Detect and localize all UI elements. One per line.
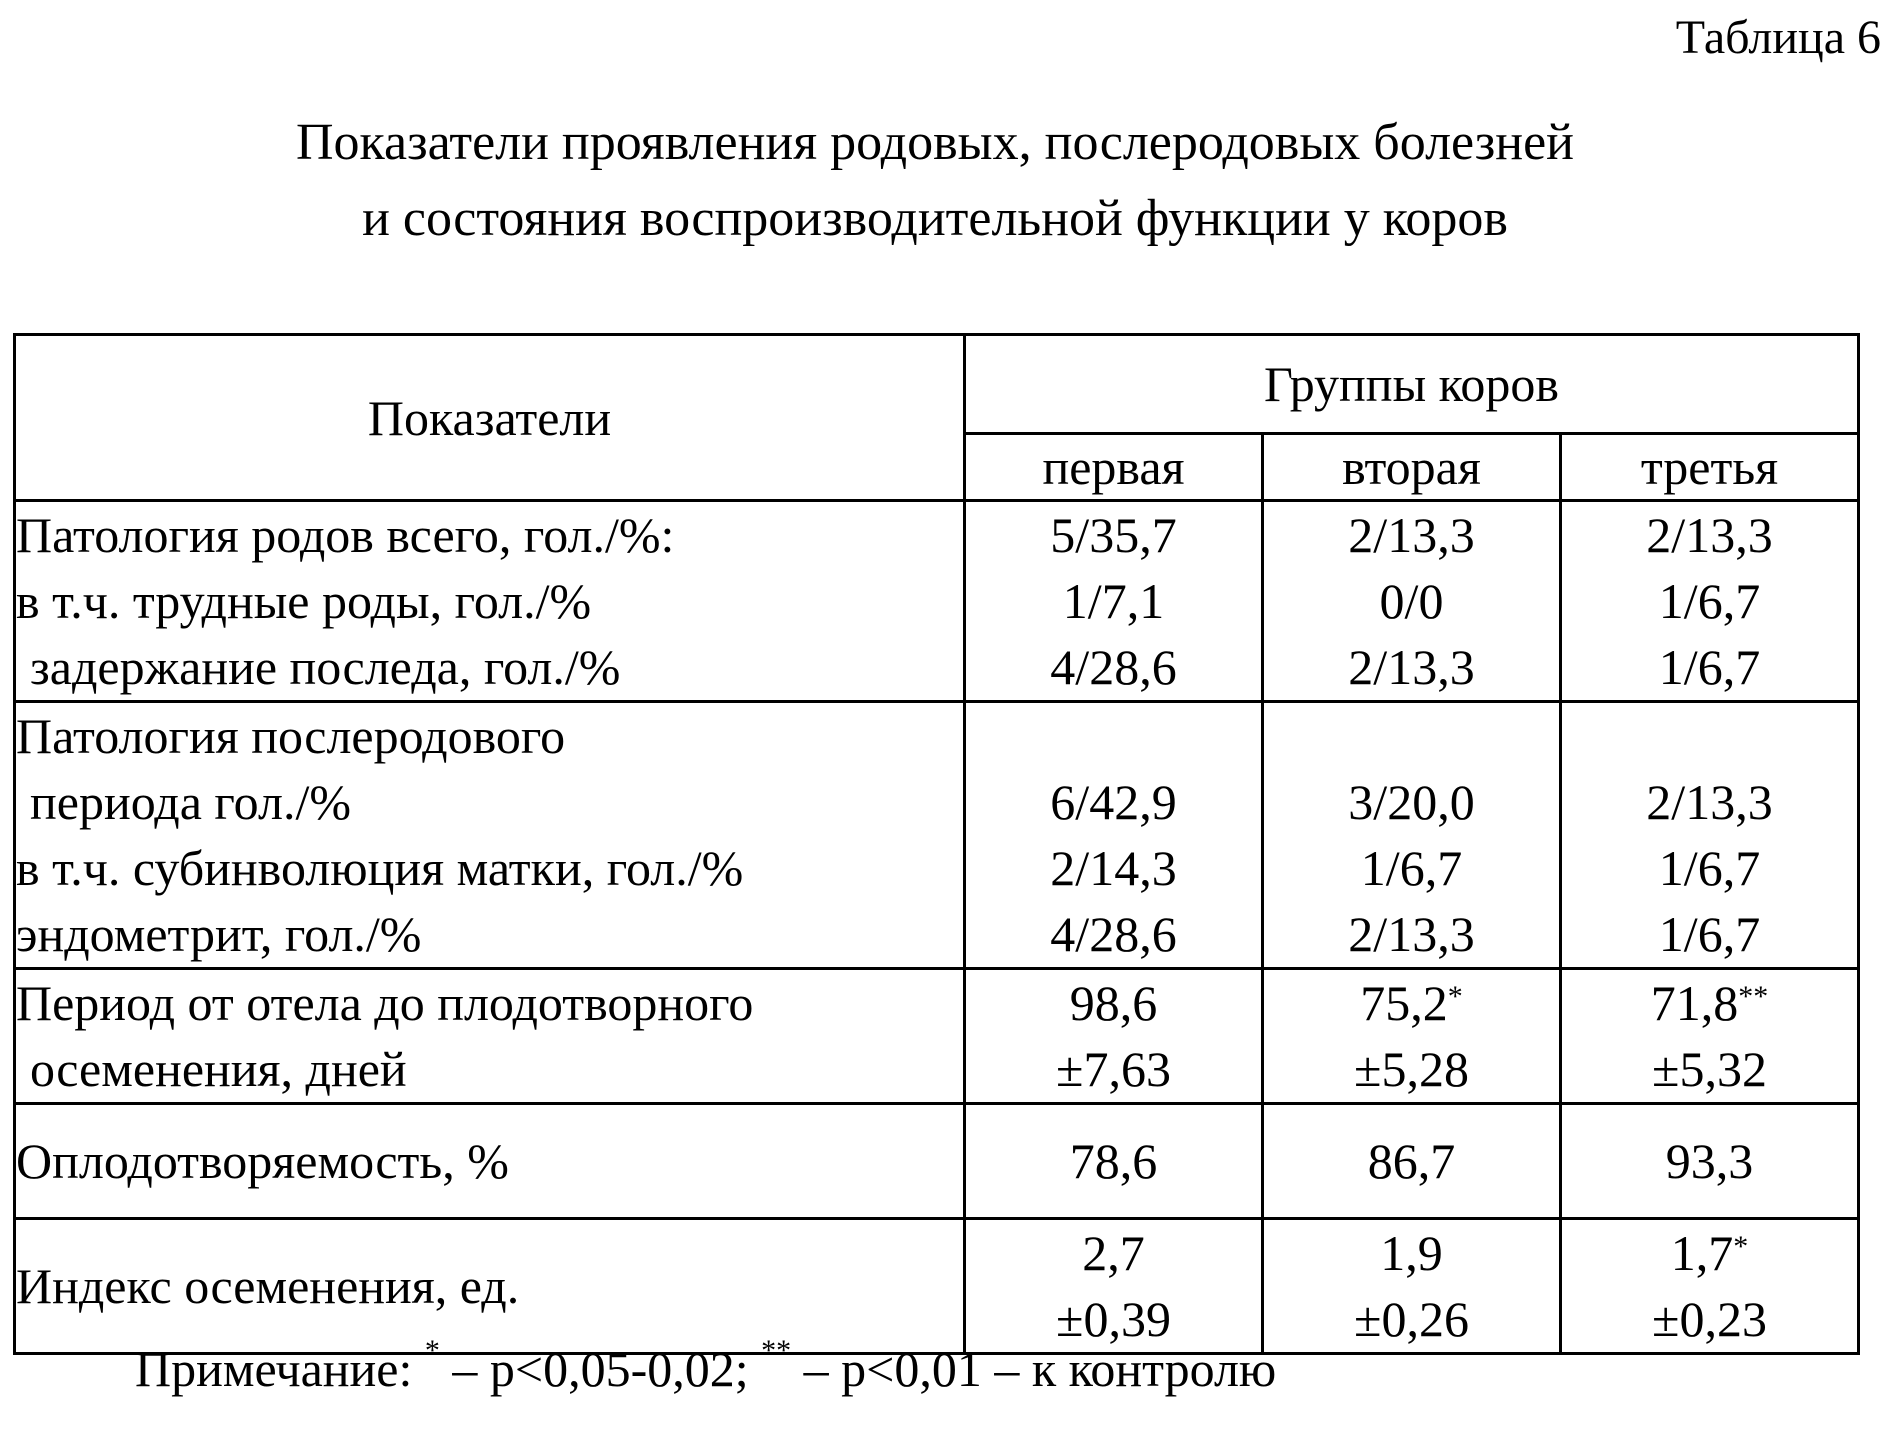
cell-value: 2/13,3 — [1348, 639, 1475, 695]
cell-value: 2/13,3 — [1646, 507, 1773, 563]
mean-value: 1,7 — [1670, 1225, 1734, 1281]
cell-value — [1562, 970, 1857, 1036]
mean-value: 75,2 — [1360, 975, 1448, 1031]
row-label: в т.ч. трудные роды, гол./% — [16, 573, 592, 629]
header-cow-groups: Группы коров — [965, 335, 1859, 434]
cell-value: 2/13,3 — [1348, 507, 1475, 563]
period-labels — [15, 969, 965, 1104]
cell-value: 1/6,7 — [1658, 573, 1761, 629]
cell-value: ±0,26 — [1354, 1291, 1469, 1347]
cell-value: 4/28,6 — [1050, 639, 1177, 695]
cell-value: ±5,28 — [1354, 1041, 1469, 1097]
title-line-1: Показатели проявления родовых, послеродовых болезней — [295, 114, 1575, 171]
table-row-insemination-index — [15, 1219, 1859, 1354]
table-row-insemination-period — [15, 969, 1859, 1104]
cell-value — [1562, 1220, 1857, 1286]
cell-value: ±0,23 — [1652, 1291, 1767, 1347]
footnote-mark-2: ** — [761, 1334, 792, 1367]
fertility-second-value: 86,7 — [1263, 1104, 1561, 1219]
cell-value: 0/0 — [1379, 573, 1444, 629]
header-third-group: третья — [1561, 434, 1859, 501]
footnote-prefix: Примечание: — [135, 1341, 413, 1397]
cell-value: 1/6,7 — [1658, 639, 1761, 695]
birth-second-values — [1263, 501, 1561, 702]
mean-value: 71,8 — [1650, 975, 1739, 1031]
row-label: осеменения, дней — [30, 1041, 407, 1097]
postpartum-second-values — [1263, 702, 1561, 969]
index-second-values — [1263, 1219, 1561, 1354]
cell-value: 2/14,3 — [1050, 840, 1177, 896]
row-label: задержание последа, гол./% — [30, 639, 621, 695]
header-indicators: Показатели — [15, 335, 965, 501]
footnote-text-2: – р<0,01 – к контролю — [791, 1341, 1277, 1397]
cell-value — [1264, 970, 1559, 1036]
cell-value: 1/6,7 — [1658, 840, 1761, 896]
significance-mark: ** — [1738, 980, 1769, 1013]
cell-value: 1,9 — [1380, 1225, 1443, 1281]
cell-value: 1/7,1 — [1062, 573, 1165, 629]
cell-value: ±5,32 — [1652, 1041, 1767, 1097]
row-label: эндометрит, гол./% — [16, 906, 422, 962]
cell-value: 5/35,7 — [1050, 507, 1177, 563]
index-first-values — [965, 1219, 1263, 1354]
birth-first-values — [965, 501, 1263, 702]
cell-value: 1/6,7 — [1658, 906, 1761, 962]
header-row-groups — [15, 335, 1859, 434]
cell-value: 6/42,9 — [1050, 774, 1177, 830]
title-line-2: и состояния воспроизводительной функции у коров — [362, 190, 1508, 247]
table-title — [0, 105, 1870, 257]
cell-value: 2/13,3 — [1348, 906, 1475, 962]
index-third-values — [1561, 1219, 1859, 1354]
table-row-fertility — [15, 1104, 1859, 1219]
period-first-values — [965, 969, 1263, 1104]
significance-mark: * — [1733, 1230, 1749, 1263]
index-label: Индекс осеменения, ед. — [15, 1219, 965, 1354]
postpartum-labels — [15, 702, 965, 969]
spacer — [966, 703, 1261, 769]
table-footnote — [135, 1334, 1277, 1398]
cell-value: ±7,63 — [1056, 1041, 1171, 1097]
table-row-birth-pathology — [15, 501, 1859, 702]
table-row-postpartum-pathology — [15, 702, 1859, 969]
significance-mark: * — [1447, 980, 1463, 1013]
birth-third-values — [1561, 501, 1859, 702]
period-second-values — [1263, 969, 1561, 1104]
cell-value: 3/20,0 — [1348, 774, 1475, 830]
table-number-label: Таблица 6 — [1675, 11, 1881, 64]
cell-value: 1/6,7 — [1360, 840, 1463, 896]
footnote-text-1: – р<0,05-0,02; — [439, 1341, 762, 1397]
footnote-mark-1: * — [424, 1334, 440, 1367]
spacer — [1562, 703, 1857, 769]
period-third-values — [1561, 969, 1859, 1104]
cell-value: ±0,39 — [1056, 1291, 1171, 1347]
birth-pathology-labels — [15, 501, 965, 702]
fertility-first-value: 78,6 — [965, 1104, 1263, 1219]
fertility-label: Оплодотворяемость, % — [15, 1104, 965, 1219]
row-label: Патология родов всего, гол./%: — [16, 507, 675, 563]
cell-value: 2/13,3 — [1646, 774, 1773, 830]
cell-value: 2,7 — [1082, 1225, 1145, 1281]
row-label: периода гол./% — [30, 774, 351, 830]
row-label: Период от отела до плодотворного — [16, 975, 754, 1031]
postpartum-third-values — [1561, 702, 1859, 969]
spacer — [1264, 703, 1559, 769]
data-table — [13, 333, 1860, 1355]
header-second-group: вторая — [1263, 434, 1561, 501]
row-label: Патология послеродового — [16, 708, 566, 764]
row-label: в т.ч. субинволюция матки, гол./% — [16, 840, 744, 896]
cell-value: 4/28,6 — [1050, 906, 1177, 962]
cell-value: 98,6 — [1069, 975, 1158, 1031]
postpartum-first-values — [965, 702, 1263, 969]
fertility-third-value: 93,3 — [1561, 1104, 1859, 1219]
header-first-group: первая — [965, 434, 1263, 501]
